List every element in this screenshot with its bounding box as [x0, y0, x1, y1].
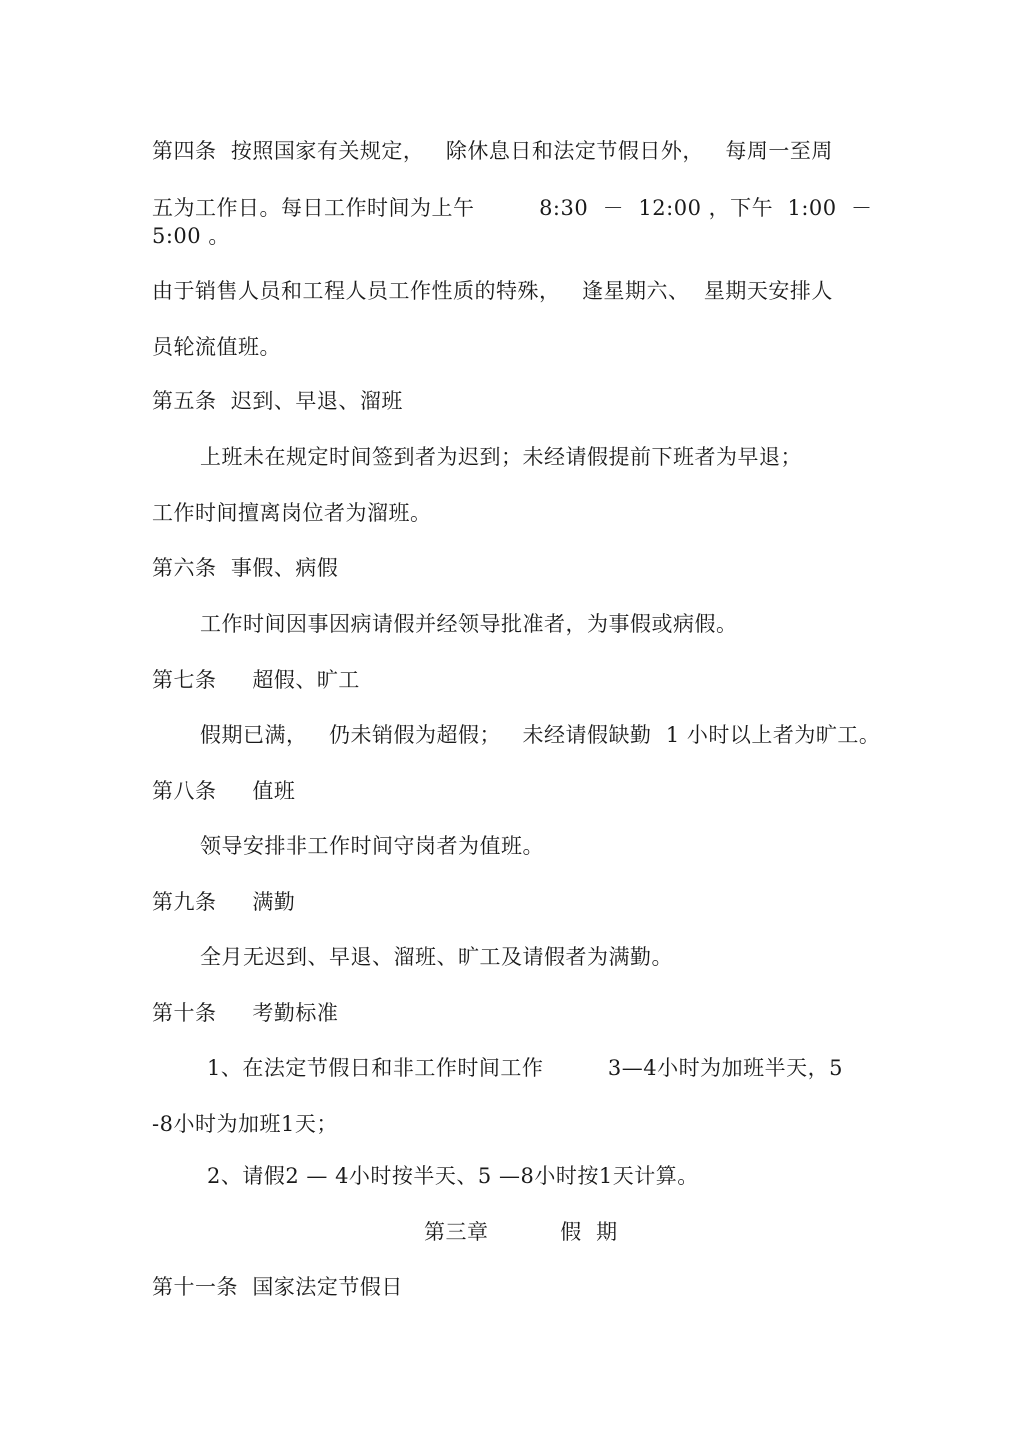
article4-line2: 五为工作日。每日工作时间为上午 8:30 － 12:00 ，下午 1:00 －: [152, 196, 873, 220]
article4-line1: 第四条 按照国家有关规定， 除休息日和法定节假日外， 每周一至周: [152, 139, 833, 163]
article10-heading: 第十条 考勤标准: [152, 1001, 339, 1025]
article4-line5: 员轮流值班。: [152, 335, 281, 359]
article10-item2: 2、请假2 — 4小时按半天、5 —8小时按1天计算。: [207, 1164, 699, 1188]
article5-body1: 上班未在规定时间签到者为迟到；未经请假提前下班者为早退；: [200, 445, 802, 469]
article9-body1: 全月无迟到、早退、溜班、旷工及请假者为满勤。: [200, 945, 673, 969]
article7-heading: 第七条 超假、旷工: [152, 668, 360, 692]
article6-heading: 第六条 事假、病假: [152, 556, 339, 580]
chapter-title: 第三章 假 期: [424, 1220, 618, 1244]
article11-heading: 第十一条 国家法定节假日: [152, 1275, 403, 1299]
article5-heading: 第五条 迟到、早退、溜班: [152, 389, 403, 413]
article8-heading: 第八条 值班: [152, 779, 296, 803]
article4-line3: 5:00 。: [152, 224, 230, 248]
article6-body1: 工作时间因事因病请假并经领导批准者，为事假或病假。: [200, 612, 738, 636]
article8-body1: 领导安排非工作时间守岗者为值班。: [200, 834, 544, 858]
article4-line4: 由于销售人员和工程人员工作性质的特殊， 逢星期六、 星期天安排人: [152, 279, 833, 303]
article7-body1: 假期已满， 仍未销假为超假； 未经请假缺勤 1 小时以上者为旷工。: [200, 723, 881, 747]
article10-item1-line2: -8小时为加班1天；: [152, 1112, 338, 1136]
article9-heading: 第九条 满勤: [152, 890, 296, 914]
article10-item1-line1: 1、在法定节假日和非工作时间工作 3—4小时为加班半天，5: [207, 1056, 844, 1080]
article5-body2: 工作时间擅离岗位者为溜班。: [152, 501, 432, 525]
